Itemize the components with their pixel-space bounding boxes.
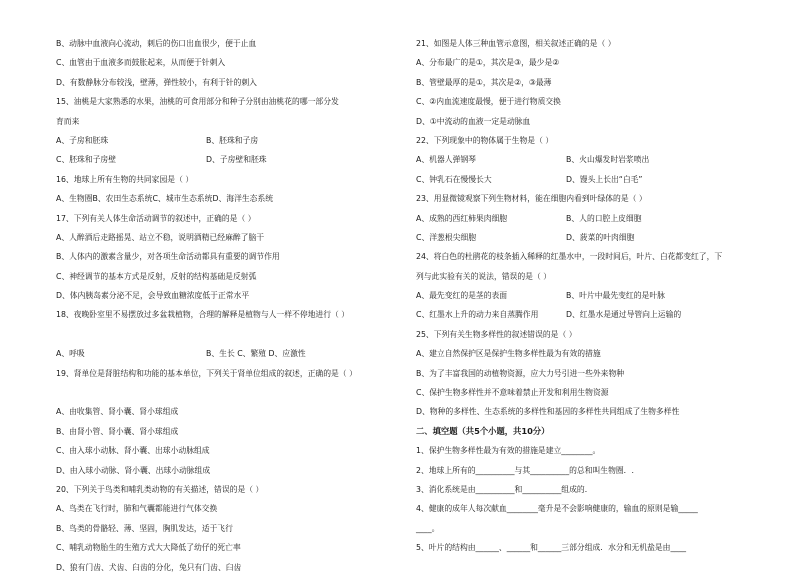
line-text: 23、用显微镜观察下列生物材料，能在细胞内看到叶绿体的是（ ）: [416, 194, 647, 204]
line-text: B、动脉中血液向心流动，刺后的伤口出血很少，便于止血: [56, 39, 257, 48]
text-line: [56, 422, 401, 441]
line-text: A、由收集管、肾小囊、肾小球组成: [56, 407, 179, 417]
line-text: 1、保护生物多样性最为有效的措施是建立________。: [416, 446, 601, 456]
line-text: C、胚珠和子房壁: [56, 155, 117, 165]
text-line: [416, 383, 761, 402]
text-line: [56, 461, 401, 480]
line-text: A、机器人弹钢琴: [416, 155, 476, 165]
line-text: A、建立自然保护区是保护生物多样性最为有效的措施: [416, 349, 601, 359]
line-text: C、保护生物多样性并不意味着禁止开发和利用生物资源: [416, 388, 609, 398]
text-line: [56, 402, 401, 421]
line-text: A、子房和胚珠: [56, 135, 109, 145]
text-line: [416, 305, 761, 324]
text-line: [56, 170, 401, 189]
left-column: [56, 34, 401, 577]
option-text: B、叶片中最先变红的是叶脉: [566, 291, 665, 301]
option-text: D、红墨水是通过导管向上运输的: [566, 310, 682, 320]
text-line: [416, 92, 761, 111]
text-line: [416, 441, 761, 460]
line-text: 20、下列关于鸟类和哺乳类动物的有关描述，错误的是（ ）: [56, 484, 264, 494]
text-line: [56, 538, 401, 557]
line-text: B、人体内的激素含量少，对各项生命活动都具有重要的调节作用: [56, 252, 280, 262]
line-text: D、由入球小动脉、肾小囊、出球小动脉组成: [56, 465, 211, 475]
line-text: C、红墨水上升的动力来自蒸腾作用: [416, 310, 539, 320]
line-text: C、哺乳动物胎生的生殖方式大大降低了幼仔的死亡率: [56, 543, 241, 553]
text-line: [416, 519, 761, 538]
text-line: [56, 344, 401, 363]
line-text: B、管壁最厚的是①，其次是②，③最薄: [416, 77, 552, 87]
line-text: 21、如图是人体三种血管示意图，相关叙述正确的是（ ）: [416, 39, 616, 48]
line-text: 24、将白色的杜鹃花的枝条插入稀释的红墨水中，一段时间后，叶片、白花都变红了，下: [416, 252, 723, 262]
text-line: [56, 150, 401, 169]
line-text: 18、夜晚卧室里不易摆放过多盆栽植物，合理的解释是植物与人一样不停地进行（ ）: [56, 310, 350, 320]
text-line: [416, 461, 761, 480]
line-text: D、物种的多样性、生态系统的多样性和基因的多样性共同组成了生物多样性: [416, 407, 680, 417]
line-text: C、钟乳石在慢慢长大: [416, 174, 492, 184]
text-line: [56, 325, 401, 344]
text-line: [56, 480, 401, 499]
option-text: D、馒头上长出“白毛”: [566, 174, 643, 184]
line-text: A、鸟类在飞行时，肺和气囊都能进行气体交换: [56, 504, 218, 514]
line-text: A、成熟的西红柿果肉细胞: [416, 213, 508, 223]
text-line: [416, 247, 761, 266]
text-line: [416, 209, 761, 228]
line-text: A、人醉酒后走路摇晃、站立不稳，说明酒精已经麻醉了脑干: [56, 232, 265, 242]
section-heading: [416, 422, 761, 441]
line-text: A、分布最广的是①，其次是③，最少是②: [416, 58, 560, 68]
text-line: [56, 286, 401, 305]
text-line: [416, 228, 761, 247]
line-text: D、①中流动的血液一定是动脉血: [416, 116, 531, 126]
line-text: C、血管由于血液多而鼓胀起来，从而便于针刺入: [56, 58, 226, 68]
text-line: [416, 402, 761, 421]
text-line: [56, 189, 401, 208]
line-text: B、为了丰富我国的动植物资源，应大力号引进一些外来物种: [416, 368, 625, 378]
line-text: 19、肾单位是肾脏结构和功能的基本单位，下列关于肾单位组成的叙述，正确的是（ ）: [56, 368, 357, 378]
text-line: [56, 34, 401, 53]
text-line: [416, 499, 761, 518]
text-line: [416, 112, 761, 131]
text-line: [416, 131, 761, 150]
line-text: C、②内血流速度最慢，便于进行物质交换: [416, 97, 561, 107]
text-line: [416, 170, 761, 189]
text-line: [56, 247, 401, 266]
text-line: [56, 209, 401, 228]
text-line: [56, 383, 401, 402]
line-text: 16、地球上所有生物的共同家园是（ ）: [56, 174, 194, 184]
text-line: [416, 189, 761, 208]
text-line: [56, 441, 401, 460]
option-text: B、生长 C、繁殖 D、应激性: [206, 349, 306, 359]
text-line: [56, 519, 401, 538]
option-text: D、子房壁和胚珠: [206, 155, 267, 165]
text-line: [416, 480, 761, 499]
line-text: 22、下列现象中的物体属于生物是（ ）: [416, 135, 554, 145]
line-text: 育而来: [56, 116, 80, 126]
line-text: 二、填空题（共5个小题，共10分）: [416, 425, 550, 436]
text-line: [416, 538, 761, 557]
text-line: [416, 150, 761, 169]
option-text: B、火山爆发时岩浆喷出: [566, 155, 650, 165]
text-line: [56, 305, 401, 324]
line-text: A、生物圈B、农田生态系统C、城市生态系统D、海洋生态系统: [56, 194, 274, 204]
line-text: 25、下列有关生物多样性的叙述错误的是（ ）: [416, 329, 577, 339]
line-text: C、神经调节的基本方式是反射，反射的结构基础是反射弧: [56, 271, 257, 281]
text-line: [56, 364, 401, 383]
text-line: [416, 286, 761, 305]
text-line: [416, 344, 761, 363]
line-text: 3、消化系统是由__________和__________组成的．: [416, 484, 593, 494]
text-line: [56, 112, 401, 131]
text-line: [416, 364, 761, 383]
text-line: [56, 228, 401, 247]
line-text: C、由入球小动脉、肾小囊、出球小动脉组成: [56, 446, 210, 456]
text-line: [56, 73, 401, 92]
line-text: D、体内胰岛素分泌不足，会导致血糖浓度低于正常水平: [56, 291, 250, 301]
text-line: [416, 267, 761, 286]
text-line: [56, 267, 401, 286]
text-line: [56, 53, 401, 72]
line-text: D、有数静脉分布较浅，壁薄，弹性较小，有利于针的刺入: [56, 77, 257, 87]
text-line: [416, 73, 761, 92]
option-text: D、菠菜的叶肉细胞: [566, 232, 635, 242]
line-text: B、鸟类的骨骼轻、薄、坚固，胸肌发达，适于飞行: [56, 523, 233, 533]
text-line: [416, 325, 761, 344]
line-text: 17、下列有关人体生命活动调节的叙述中，正确的是（ ）: [56, 213, 256, 223]
text-line: [56, 92, 401, 111]
line-text: ____。: [416, 523, 440, 533]
line-text: 5、叶片的结构由______、______和______三部分组成．水分和无机盐是由____: [416, 543, 687, 553]
line-text: 15、油桃是大家熟悉的水果，油桃的可食用部分和种子分别由油桃花的哪一部分发: [56, 97, 339, 107]
line-text: 4、健康的成年人每次献血________毫升是不会影响健康的，输血的原则是输_____: [416, 504, 698, 514]
line-text: 2、地球上所有的__________与其__________的总和叫生物圈．.: [416, 465, 634, 475]
line-text: C、洋葱根尖细胞: [416, 232, 477, 242]
text-line: [56, 499, 401, 518]
text-line: [416, 34, 761, 53]
option-text: B、人的口腔上皮细胞: [566, 213, 642, 223]
line-text: 列与此实验有关的说法，错误的是（ ）: [416, 271, 552, 281]
text-line: [56, 131, 401, 150]
text-line: [416, 53, 761, 72]
option-text: B、胚珠和子房: [206, 135, 259, 145]
line-text: A、呼吸: [56, 349, 85, 359]
line-text: D、狼有门齿、犬齿、臼齿的分化，兔只有门齿、臼齿: [56, 562, 242, 572]
line-text: B、由肾小管、肾小囊、肾小球组成: [56, 426, 179, 436]
line-text: A、最先变红的是茎的表面: [416, 291, 508, 301]
right-column: [416, 34, 761, 558]
text-line: [56, 558, 401, 577]
